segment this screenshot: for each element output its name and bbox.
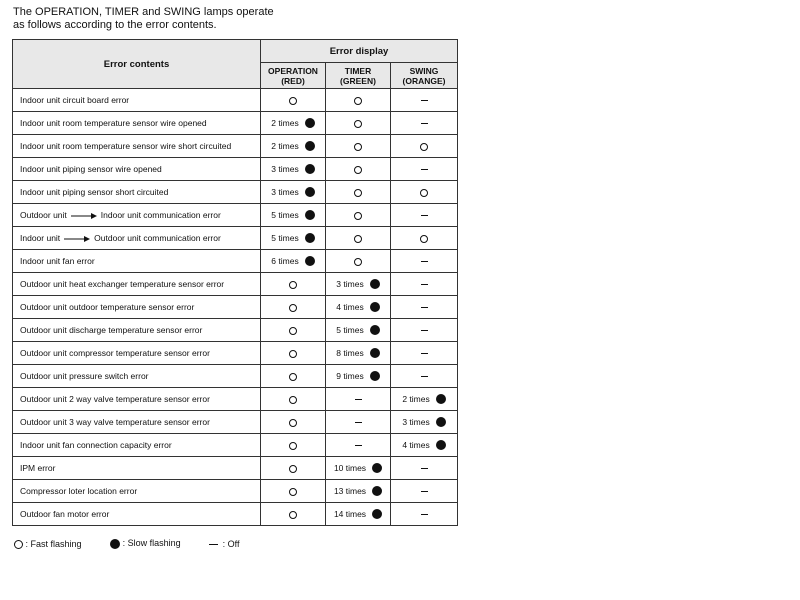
swing-cell: [391, 296, 458, 319]
open-circle-icon: [289, 304, 297, 312]
header-swing: [391, 63, 458, 89]
error-description: Outdoor unit 3 way valve temperature sensor error: [13, 411, 261, 434]
timer-cell: [326, 388, 391, 411]
filled-circle-icon: [110, 539, 120, 549]
flash-count: 9 times: [336, 370, 364, 381]
filled-circle-icon: [305, 141, 315, 151]
open-circle-icon: [14, 540, 23, 549]
operation-cell: [261, 89, 326, 112]
open-circle-icon: [289, 350, 297, 358]
table-row: [13, 89, 458, 112]
filled-circle-icon: [305, 210, 315, 220]
timer-cell: [326, 273, 391, 296]
operation-cell: [261, 388, 326, 411]
header-timer: [326, 63, 391, 89]
table-row: [13, 503, 458, 526]
flash-count: 2 times: [271, 117, 299, 128]
open-circle-icon: [420, 189, 428, 197]
error-description: Indoor unit fan connection capacity error: [13, 434, 261, 457]
intro-line-2: as follows according to the error contents.: [13, 19, 217, 31]
filled-circle-icon: [372, 486, 382, 496]
intro-line-1: The OPERATION, TIMER and SWING lamps operate: [13, 6, 274, 18]
dash-icon: [209, 544, 218, 545]
operation-cell: [261, 296, 326, 319]
error-description: Indoor unit circuit board error: [13, 89, 261, 112]
intro-text: [13, 6, 274, 32]
open-circle-icon: [420, 235, 428, 243]
header-timer-label: TIMER: [344, 65, 372, 76]
swing-cell: [391, 319, 458, 342]
dash-icon: [421, 169, 428, 170]
table-row: [13, 365, 458, 388]
open-circle-icon: [289, 373, 297, 381]
filled-circle-icon: [305, 256, 315, 266]
dash-icon: [355, 445, 362, 446]
flash-count: 3 times: [336, 278, 364, 289]
timer-cell: [326, 319, 391, 342]
filled-circle-icon: [436, 440, 446, 450]
error-description: Indoor unit piping sensor short circuited: [13, 181, 261, 204]
description-target: Outdoor unit communication error: [94, 233, 221, 243]
table-row: [13, 181, 458, 204]
operation-cell: [261, 273, 326, 296]
legend-slow-label: : Slow flashing: [122, 538, 181, 549]
header-error-display: Error display: [261, 40, 458, 63]
table-row: [13, 434, 458, 457]
error-description: Indoor unit fan error: [13, 250, 261, 273]
flash-count: 2 times: [271, 140, 299, 151]
operation-cell: [261, 250, 326, 273]
open-circle-icon: [289, 396, 297, 404]
timer-cell: [326, 158, 391, 181]
timer-cell: [326, 503, 391, 526]
filled-circle-icon: [370, 325, 380, 335]
error-description: Outdoor unit compressor temperature sensor error: [13, 342, 261, 365]
timer-cell: [326, 112, 391, 135]
description-source: Outdoor unit: [20, 210, 67, 220]
filled-circle-icon: [305, 164, 315, 174]
timer-cell: [326, 135, 391, 158]
timer-cell: [326, 227, 391, 250]
flash-count: 3 times: [271, 163, 299, 174]
error-table-body: [13, 89, 458, 526]
header-operation: [261, 63, 326, 89]
timer-cell: [326, 434, 391, 457]
dash-icon: [421, 123, 428, 124]
flash-count: 14 times: [333, 508, 367, 519]
operation-cell: [261, 135, 326, 158]
swing-cell: [391, 273, 458, 296]
dash-icon: [421, 491, 428, 492]
filled-circle-icon: [370, 348, 380, 358]
swing-cell: [391, 480, 458, 503]
table-row: [13, 112, 458, 135]
dash-icon: [421, 215, 428, 216]
swing-cell: [391, 411, 458, 434]
flash-count: 4 times: [402, 439, 430, 450]
table-row: [13, 319, 458, 342]
filled-circle-icon: [436, 394, 446, 404]
error-description: IPM error: [13, 457, 261, 480]
open-circle-icon: [289, 281, 297, 289]
error-description: Outdoor unit discharge temperature sensor error: [13, 319, 261, 342]
operation-cell: [261, 204, 326, 227]
open-circle-icon: [289, 442, 297, 450]
header-timer-color: (GREEN): [340, 75, 376, 86]
table-row: [13, 273, 458, 296]
error-description: Outdoor unit outdoor temperature sensor error: [13, 296, 261, 319]
error-description: Outdoor unit 2 way valve temperature sensor error: [13, 388, 261, 411]
swing-cell: [391, 434, 458, 457]
operation-cell: [261, 227, 326, 250]
timer-cell: [326, 411, 391, 434]
filled-circle-icon: [370, 302, 380, 312]
operation-cell: [261, 411, 326, 434]
filled-circle-icon: [370, 279, 380, 289]
arrow-right-icon: [71, 213, 97, 219]
error-description: Indoor unit piping sensor wire opened: [13, 158, 261, 181]
flash-count: 2 times: [402, 393, 430, 404]
dash-icon: [421, 307, 428, 308]
error-description: Outdoor fan motor error: [13, 503, 261, 526]
legend-off: [209, 539, 239, 549]
dash-icon: [355, 399, 362, 400]
error-description: Indoor unit room temperature sensor wire opened: [13, 112, 261, 135]
open-circle-icon: [354, 97, 362, 105]
open-circle-icon: [289, 327, 297, 335]
flash-count: 5 times: [271, 209, 299, 220]
error-description: [13, 204, 261, 227]
flash-count: 10 times: [333, 462, 367, 473]
operation-cell: [261, 457, 326, 480]
open-circle-icon: [289, 97, 297, 105]
error-table: [12, 39, 458, 526]
filled-circle-icon: [305, 118, 315, 128]
open-circle-icon: [289, 419, 297, 427]
open-circle-icon: [354, 143, 362, 151]
open-circle-icon: [354, 120, 362, 128]
swing-cell: [391, 250, 458, 273]
filled-circle-icon: [305, 187, 315, 197]
timer-cell: [326, 89, 391, 112]
swing-cell: [391, 158, 458, 181]
swing-cell: [391, 181, 458, 204]
swing-cell: [391, 135, 458, 158]
legend-fast-label: : Fast flashing: [25, 538, 82, 549]
timer-cell: [326, 204, 391, 227]
operation-cell: [261, 434, 326, 457]
header-swing-color: (ORANGE): [402, 75, 446, 86]
dash-icon: [421, 284, 428, 285]
operation-cell: [261, 112, 326, 135]
table-row: [13, 411, 458, 434]
filled-circle-icon: [372, 509, 382, 519]
operation-cell: [261, 342, 326, 365]
open-circle-icon: [289, 511, 297, 519]
swing-cell: [391, 365, 458, 388]
error-description: Outdoor unit pressure switch error: [13, 365, 261, 388]
dash-icon: [421, 261, 428, 262]
flash-count: 8 times: [336, 347, 364, 358]
operation-cell: [261, 158, 326, 181]
error-description: Indoor unit room temperature sensor wire short circuited: [13, 135, 261, 158]
table-row: [13, 227, 458, 250]
dash-icon: [421, 514, 428, 515]
legend-off-label: : Off: [222, 538, 240, 549]
table-row: [13, 388, 458, 411]
filled-circle-icon: [305, 233, 315, 243]
operation-cell: [261, 480, 326, 503]
open-circle-icon: [354, 189, 362, 197]
error-description: Compressor loter location error: [13, 480, 261, 503]
error-description: [13, 227, 261, 250]
legend-slow: [110, 538, 181, 549]
operation-cell: [261, 319, 326, 342]
table-row: [13, 158, 458, 181]
open-circle-icon: [420, 143, 428, 151]
timer-cell: [326, 365, 391, 388]
error-description: Outdoor unit heat exchanger temperature sensor error: [13, 273, 261, 296]
filled-circle-icon: [370, 371, 380, 381]
open-circle-icon: [354, 235, 362, 243]
operation-cell: [261, 181, 326, 204]
timer-cell: [326, 250, 391, 273]
swing-cell: [391, 388, 458, 411]
table-row: [13, 250, 458, 273]
table-row: [13, 296, 458, 319]
swing-cell: [391, 89, 458, 112]
dash-icon: [421, 330, 428, 331]
swing-cell: [391, 227, 458, 250]
filled-circle-icon: [436, 417, 446, 427]
open-circle-icon: [354, 212, 362, 220]
table-row: [13, 342, 458, 365]
header-error-contents: Error contents: [13, 40, 261, 89]
timer-cell: [326, 296, 391, 319]
open-circle-icon: [354, 166, 362, 174]
swing-cell: [391, 342, 458, 365]
dash-icon: [421, 376, 428, 377]
open-circle-icon: [354, 258, 362, 266]
header-operation-label: OPERATION: [268, 65, 318, 76]
header-operation-color: (RED): [281, 75, 305, 86]
swing-cell: [391, 204, 458, 227]
flash-count: 5 times: [271, 232, 299, 243]
dash-icon: [421, 468, 428, 469]
table-row: [13, 204, 458, 227]
flash-count: 4 times: [336, 301, 364, 312]
timer-cell: [326, 342, 391, 365]
timer-cell: [326, 480, 391, 503]
flash-count: 3 times: [271, 186, 299, 197]
flash-count: 13 times: [333, 485, 367, 496]
dash-icon: [421, 353, 428, 354]
timer-cell: [326, 457, 391, 480]
description-target: Indoor unit communication error: [100, 210, 221, 220]
flash-count: 5 times: [336, 324, 364, 335]
table-row: [13, 480, 458, 503]
table-row: [13, 135, 458, 158]
description-source: Indoor unit: [20, 233, 61, 243]
swing-cell: [391, 457, 458, 480]
table-row: [13, 457, 458, 480]
filled-circle-icon: [372, 463, 382, 473]
timer-cell: [326, 181, 391, 204]
swing-cell: [391, 112, 458, 135]
dash-icon: [355, 422, 362, 423]
flash-count: 3 times: [402, 416, 430, 427]
dash-icon: [421, 100, 428, 101]
arrow-right-icon: [64, 236, 90, 242]
header-swing-label: SWING: [409, 65, 439, 76]
operation-cell: [261, 503, 326, 526]
operation-cell: [261, 365, 326, 388]
flash-count: 6 times: [271, 255, 299, 266]
open-circle-icon: [289, 465, 297, 473]
swing-cell: [391, 503, 458, 526]
legend-fast: [14, 539, 82, 549]
open-circle-icon: [289, 488, 297, 496]
legend: [14, 538, 265, 549]
